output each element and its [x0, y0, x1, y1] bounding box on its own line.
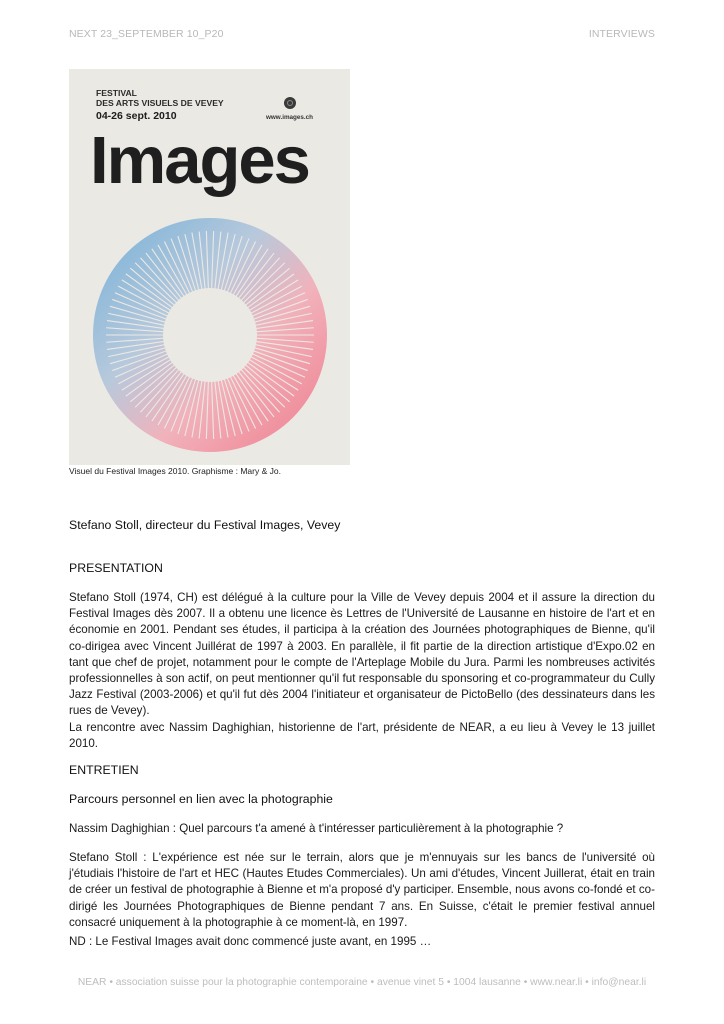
- page-header-right: INTERVIEWS: [588, 28, 655, 40]
- presentation-paragraph-2: La rencontre avec Nassim Daghighian, historienne de l'art, présidente de NEAR, a eu lieu à Vevey le 13 juillet 2010.: [69, 721, 655, 751]
- poster-festival-line1: FESTIVAL: [96, 88, 137, 98]
- presentation-paragraph-1: Stefano Stoll (1974, CH) est délégué à la culture pour la Ville de Vevey depuis 2004 et il assure la direction du Festival Images dès 2007. Il a obtenu une licence ès Lettres de l'Université de Lausanne en histoire de l'art et en économie en 2001. Pendant ses études, il participa à la création des Journées photographiques de Bienne, qu'il co-dirigea avec Vincent Juillérat de 1997 à 2003. En parallèle, il fit partie de la direction artistique d'Expo.02 en tant que chef de projet, notamment pour le compte de l'Arteplage Mobile du Jura. Parmi les nombreuses activités professionnelles à son actif, on peut mentionner qu'il fut responsable du sponsoring et co-programmateur du Cully Jazz Festival (2003-2006) et qu'il fut dès 2004 l'initiateur et organisateur de PictoBello (des dessinateurs dans les rues de Vevey).: [69, 591, 655, 718]
- entretien-heading: ENTRETIEN: [69, 763, 139, 777]
- poster-website: www.images.ch: [266, 114, 314, 121]
- page-footer: NEAR • association suisse pour la photographie contemporaine • avenue vinet 5 • 1004 lausanne • www.near.li • info@near.li: [77, 977, 647, 988]
- poster-wordmark: Images: [90, 123, 309, 198]
- poster-dates: 04-26 sept. 2010: [96, 110, 177, 122]
- poster-ring-graphic: [90, 215, 330, 455]
- entretien-subheading: Parcours personnel en lien avec la photographie: [69, 792, 333, 806]
- festival-poster: [69, 69, 350, 465]
- poster-festival-text: [96, 88, 224, 108]
- interview-question-1: Nassim Daghighian : Quel parcours t'a amené à t'intéresser particulièrement à la photographie ?: [69, 822, 564, 835]
- poster-festival-line2: DES ARTS VISUELS DE VEVEY: [96, 98, 224, 108]
- poster-caption: Visuel du Festival Images 2010. Graphisme : Mary & Jo.: [69, 466, 281, 476]
- interview-answer-1: Stefano Stoll : L'expérience est née sur le terrain, alors que je m'ennuyais sur les bancs de l'université où j'étudiais l'histoire de l'art et HEC (Hautes Etudes Commerciales). Un ami d'études, Vincent Juillerat, était en train de créer un festival de photographie à Bienne et m'a proposé d'y participer. Ensemble, nous avons co-fondé et co-dirigé les Journées Photographiques de Bienne pendant 7 ans. En Suisse, c'était le premier festival annuel consacré uniquement à la photographie à ce moment-là, en 1997.: [69, 851, 655, 929]
- poster-logo-icon: [284, 97, 296, 109]
- interview-question-2: ND : Le Festival Images avait donc commencé juste avant, en 1995 …: [69, 935, 432, 948]
- presentation-heading: PRESENTATION: [69, 561, 163, 575]
- article-title: Stefano Stoll, directeur du Festival Images, Vevey: [69, 518, 341, 532]
- page-header-left: NEXT 23_SEPTEMBER 10_P20: [69, 28, 224, 40]
